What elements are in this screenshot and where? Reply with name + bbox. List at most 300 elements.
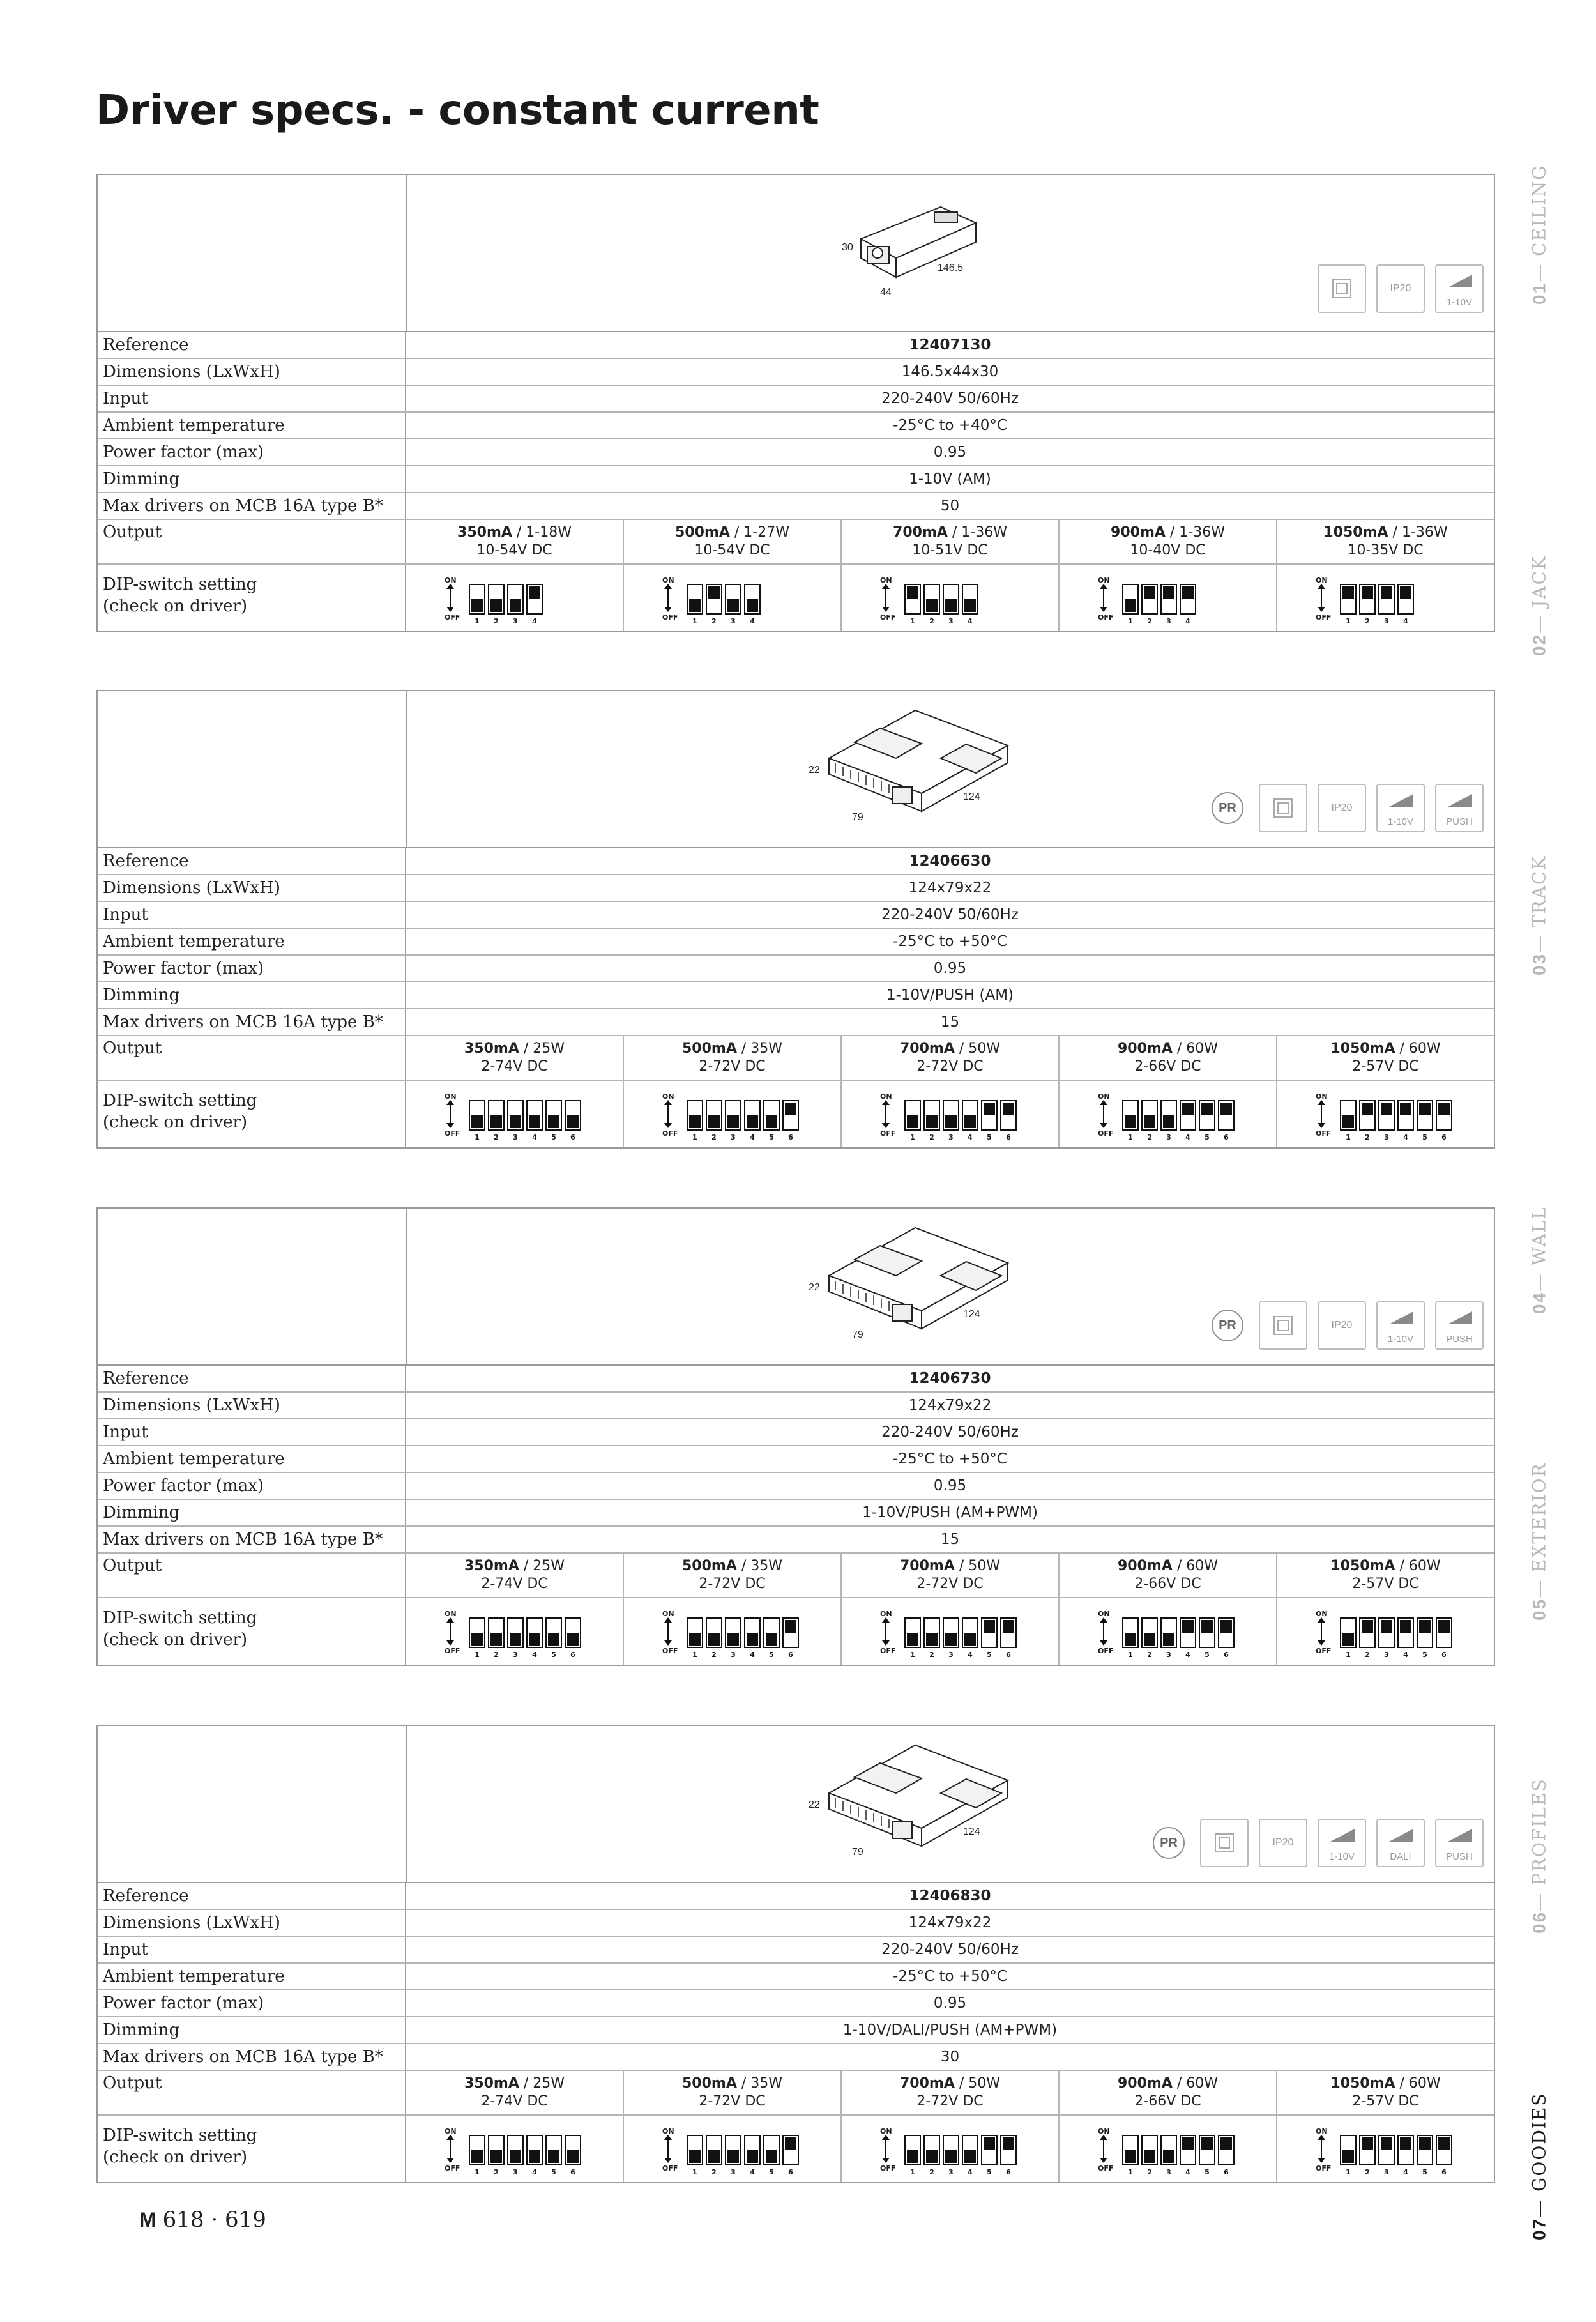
output-option [1277, 1036, 1494, 1080]
dip-switch-number: 5 [769, 1133, 774, 1142]
dip-switch-1 [469, 2135, 485, 2165]
spec-label: Input [98, 1419, 406, 1445]
dip-switch-number: 6 [570, 1133, 575, 1142]
dip-switch-number: 1 [910, 617, 915, 625]
dip-switch-4 [526, 2135, 543, 2165]
output-power: / 1-27W [729, 524, 789, 540]
dimming-badge [1376, 1301, 1425, 1350]
output-option [406, 520, 624, 563]
dimming-badge-label: 1-10V [1387, 1334, 1414, 1345]
side-nav-number: 04 [1529, 1291, 1549, 1314]
pr-badge: PR [1212, 1310, 1243, 1341]
dimension-height: 30 [842, 242, 853, 253]
dip-switch-number: 3 [513, 1651, 518, 1659]
dip-switch-setting [1060, 565, 1277, 631]
dimension-length: 124 [963, 1826, 980, 1837]
spec-label: Power factor (max) [98, 1990, 406, 2016]
spec-label: Ambient temperature [98, 413, 406, 438]
dip-switch-4 [526, 584, 543, 615]
spec-value: 0.95 [933, 960, 967, 977]
dip-on-label: ON [662, 1610, 674, 1618]
dip-switch-number: 6 [570, 2168, 575, 2176]
spec-label: Ambient temperature [98, 1964, 406, 1989]
dip-switch-2 [488, 2135, 505, 2165]
dip-switch-number: 1 [475, 617, 480, 625]
dip-switch-5 [763, 1100, 780, 1131]
dip-switch-5 [1417, 1100, 1433, 1131]
side-nav-label: — JACK [1528, 555, 1550, 634]
dip-switch-1 [687, 584, 703, 615]
ip-rating-badge [1376, 264, 1425, 313]
side-nav-label: — GOODIES [1528, 2092, 1550, 2218]
output-voltage: 2-72V DC [916, 1058, 984, 1074]
dip-on-label: ON [1316, 1092, 1328, 1101]
output-power: / 25W [519, 1041, 565, 1057]
dip-switch-3 [507, 584, 524, 615]
dip-switch-number: 6 [1006, 1133, 1011, 1142]
dip-switch-1 [1122, 1617, 1139, 1648]
dip-switch-number: 3 [1166, 2168, 1171, 2176]
dip-switch-number: 1 [475, 1651, 480, 1659]
up-down-arrow-icon [1321, 2137, 1322, 2160]
dip-switch-6 [1000, 1617, 1017, 1648]
spec-value: 1-10V/DALI/PUSH (AM+PWM) [842, 2022, 1058, 2038]
dip-switch-1 [687, 1617, 703, 1648]
dip-switch-3 [943, 2135, 959, 2165]
dip-label-line2: (check on driver) [103, 2148, 248, 2167]
dip-switch-2 [923, 2135, 940, 2165]
dip-on-label: ON [1316, 1610, 1328, 1618]
dimming-ramp-icon [1389, 1311, 1413, 1324]
spec-value: 12406730 [909, 1370, 991, 1387]
dip-switch-3 [943, 1100, 959, 1131]
output-current: 1050mA [1323, 524, 1388, 540]
dip-off-label: OFF [880, 613, 896, 622]
dip-switch-number: 2 [1147, 2168, 1152, 2176]
output-power: / 60W [1395, 1041, 1441, 1057]
dimming-badge-label: 1-10V [1446, 297, 1473, 308]
dip-switch-4 [1397, 1617, 1414, 1648]
dip-switch-number: 3 [948, 1133, 954, 1142]
dip-switch-number: 2 [929, 1133, 934, 1142]
dip-switch-setting [842, 1598, 1060, 1665]
side-nav-item[interactable] [1520, 96, 1558, 326]
dimming-ramp-icon [1389, 794, 1413, 807]
dip-switch-number: 2 [711, 1651, 717, 1659]
ip-rating-badge [1259, 1819, 1307, 1867]
dip-switch-number: 1 [692, 2168, 697, 2176]
dimming-badge [1376, 1819, 1425, 1867]
dip-switch-number: 3 [1384, 617, 1389, 625]
spec-value: -25°C to +40°C [893, 417, 1007, 434]
dip-off-label: OFF [445, 2164, 460, 2173]
output-current: 350mA [464, 1558, 519, 1574]
dip-switch-1 [687, 2135, 703, 2165]
spec-label: Dimming [98, 466, 406, 492]
side-nav-label: — TRACK [1528, 855, 1550, 953]
dip-switch-number: 5 [1205, 1133, 1210, 1142]
spec-row-ambient [98, 413, 1494, 439]
ip-rating-label: IP20 [1331, 1320, 1353, 1331]
dip-switch-setting [1060, 1081, 1277, 1147]
spec-row-dip-switch [98, 1598, 1494, 1665]
dip-switch-number: 3 [1166, 1133, 1171, 1142]
spec-row-power-factor [98, 1473, 1494, 1500]
spec-row-reference [98, 1366, 1494, 1393]
dip-switch-3 [507, 2135, 524, 2165]
output-power: / 25W [519, 2075, 565, 2091]
dip-switch-3 [1160, 1617, 1177, 1648]
side-nav-item[interactable] [1520, 2031, 1558, 2261]
dip-switch-3 [507, 1617, 524, 1648]
dip-switch-number: 4 [968, 2168, 973, 2176]
dip-switch-3 [1160, 584, 1177, 615]
side-nav-item[interactable] [1520, 1105, 1558, 1335]
dip-switch-3 [725, 2135, 741, 2165]
up-down-arrow-icon [667, 1620, 669, 1643]
spec-value: 12407130 [909, 337, 991, 353]
dip-switch-6 [782, 1100, 799, 1131]
up-down-arrow-icon [1103, 2137, 1104, 2160]
output-power: / 50W [954, 2075, 1001, 2091]
dip-switch-number: 3 [1384, 2168, 1389, 2176]
dip-label-line1: DIP-switch setting [103, 2126, 257, 2145]
spec-value: 12406830 [909, 1888, 991, 1904]
dip-switch-number: 4 [1403, 1133, 1408, 1142]
page-footer [139, 2207, 266, 2233]
dimming-badge [1318, 1819, 1366, 1867]
double-square-icon [1215, 1833, 1234, 1852]
dip-switch-2 [706, 1100, 722, 1131]
dip-switch-number: 1 [692, 617, 697, 625]
blank-label-cell [98, 175, 407, 331]
dip-switch-setting [406, 1598, 624, 1665]
dip-switch-setting [624, 1081, 842, 1147]
dip-switch-number: 2 [494, 617, 499, 625]
dip-switch-4 [526, 1617, 543, 1648]
dip-switch-number: 4 [1185, 2168, 1190, 2176]
dip-switch-setting [842, 2116, 1060, 2182]
spec-row-power-factor [98, 439, 1494, 466]
dip-switch-5 [981, 2135, 998, 2165]
dip-switch-3 [1378, 584, 1395, 615]
dip-switch-number: 5 [987, 2168, 992, 2176]
dip-switch-setting [406, 565, 624, 631]
dip-on-label: ON [445, 576, 457, 584]
dip-switch-2 [1141, 584, 1158, 615]
dip-switch-4 [1180, 2135, 1196, 2165]
dip-switch-number: 1 [1346, 1651, 1351, 1659]
side-nav-item[interactable] [1520, 767, 1558, 997]
spec-row-max-drivers [98, 1527, 1494, 1554]
up-down-arrow-icon [667, 586, 669, 609]
output-option [1060, 520, 1277, 563]
spec-row-ambient [98, 1446, 1494, 1473]
up-down-arrow-icon [667, 1103, 669, 1126]
class-ii-badge [1318, 264, 1366, 313]
dip-switch-5 [763, 1617, 780, 1648]
dip-off-label: OFF [880, 1129, 896, 1138]
dip-switch-1 [904, 584, 921, 615]
dip-switch-5 [1417, 1617, 1433, 1648]
output-voltage: 2-72V DC [916, 2093, 984, 2109]
dip-switch-3 [943, 584, 959, 615]
spec-row-dip-switch [98, 565, 1494, 631]
dip-switch-number: 4 [750, 2168, 755, 2176]
dip-on-label: ON [1098, 1610, 1110, 1618]
up-down-arrow-icon [1321, 1103, 1322, 1126]
dip-switch-number: 2 [929, 2168, 934, 2176]
dip-switch-3 [725, 1617, 741, 1648]
output-option [842, 1554, 1060, 1597]
dip-switch-1 [904, 2135, 921, 2165]
dip-switch-2 [488, 584, 505, 615]
dip-switch-number: 1 [1128, 617, 1133, 625]
dimming-ramp-icon [1448, 1829, 1472, 1842]
dip-switch-1 [1122, 584, 1139, 615]
output-current: 700mA [899, 1041, 955, 1057]
spec-row-input [98, 386, 1494, 413]
dip-switch-5 [1417, 2135, 1433, 2165]
dip-switch-2 [1359, 2135, 1376, 2165]
spec-value: 220-240V 50/60Hz [881, 390, 1019, 407]
spec-value: 50 [940, 498, 960, 514]
dip-switch-4 [1397, 1100, 1414, 1131]
dip-on-label: ON [445, 1610, 457, 1618]
dip-switch-number: 1 [475, 2168, 480, 2176]
spec-value: 15 [940, 1014, 960, 1030]
output-power: / 35W [736, 1558, 783, 1574]
output-power: / 1-36W [1388, 524, 1448, 540]
dip-switch-number: 6 [788, 2168, 793, 2176]
dip-off-label: OFF [662, 2164, 678, 2173]
dip-off-label: OFF [1098, 1129, 1114, 1138]
up-down-arrow-icon [885, 2137, 886, 2160]
up-down-arrow-icon [1103, 1103, 1104, 1126]
driver-picture-cell [407, 1726, 1494, 1882]
dip-on-label: ON [880, 1092, 892, 1101]
spec-row-dimming [98, 1500, 1494, 1527]
dip-switch-3 [1378, 1617, 1395, 1648]
dip-switch-number: 2 [711, 617, 717, 625]
dip-switch-6 [1218, 1100, 1235, 1131]
dip-switch-number: 4 [1185, 1133, 1190, 1142]
output-voltage: 2-72V DC [699, 2093, 766, 2109]
spec-label: Reference [98, 1366, 406, 1391]
dip-switch-setting [406, 1081, 624, 1147]
dimension-length: 124 [963, 1309, 980, 1320]
output-current: 500mA [681, 2075, 737, 2091]
spec-row-power-factor [98, 956, 1494, 982]
side-nav-label: — PROFILES [1528, 1778, 1550, 1911]
dip-switch-4 [962, 1100, 978, 1131]
dip-switch-6 [1000, 1100, 1017, 1131]
dip-on-label: ON [880, 576, 892, 584]
dip-switch-setting [842, 1081, 1060, 1147]
driver-outline [829, 1745, 1008, 1846]
side-nav-item[interactable] [1520, 1725, 1558, 1955]
spec-label: Reference [98, 332, 406, 358]
dip-switch-2 [488, 1617, 505, 1648]
dip-on-label: ON [662, 576, 674, 584]
dimming-badge [1435, 784, 1484, 832]
dip-switch-6 [565, 2135, 581, 2165]
dimension-width: 79 [852, 1329, 863, 1340]
dimming-badge-label: PUSH [1446, 1334, 1473, 1345]
side-nav-label: — WALL [1528, 1206, 1550, 1292]
output-option [406, 1036, 624, 1080]
spec-value: 1-10V (AM) [909, 471, 991, 487]
spec-label: Max drivers on MCB 16A type B* [98, 1527, 406, 1552]
pr-badge: PR [1212, 792, 1243, 824]
dip-switch-3 [1160, 2135, 1177, 2165]
output-power: / 35W [736, 1041, 783, 1057]
spec-label: Power factor (max) [98, 1473, 406, 1499]
dip-switch-number: 1 [692, 1133, 697, 1142]
spec-label [98, 565, 406, 631]
dip-switch-number: 3 [1384, 1133, 1389, 1142]
dip-switch-number: 1 [692, 1651, 697, 1659]
output-current: 500mA [681, 1558, 737, 1574]
side-nav-number: 02 [1529, 633, 1549, 656]
side-nav-item[interactable] [1520, 1412, 1558, 1642]
dip-switch-number: 2 [711, 2168, 717, 2176]
ip-rating-label: IP20 [1390, 283, 1411, 294]
certification-badges [1212, 784, 1484, 832]
output-voltage: 10-54V DC [694, 542, 770, 558]
dip-switch-number: 3 [731, 617, 736, 625]
spec-row-ambient [98, 929, 1494, 956]
dip-on-label: ON [445, 1092, 457, 1101]
dip-switch-number: 6 [1441, 1651, 1447, 1659]
up-down-arrow-icon [450, 1620, 451, 1643]
side-nav-number: 06 [1529, 1911, 1549, 1934]
dip-switch-number: 2 [1147, 617, 1152, 625]
spec-label: Ambient temperature [98, 929, 406, 954]
dip-off-label: OFF [445, 613, 460, 622]
dip-switch-number: 5 [1205, 1651, 1210, 1659]
dip-switch-1 [1340, 2135, 1357, 2165]
pr-badge: PR [1153, 1827, 1185, 1859]
up-down-arrow-icon [1103, 586, 1104, 609]
side-nav-label: — CEILING [1528, 164, 1550, 282]
spec-row-output [98, 520, 1494, 565]
dip-switch-4 [1180, 1617, 1196, 1648]
dip-switch-6 [1218, 2135, 1235, 2165]
dip-off-label: OFF [1316, 1129, 1332, 1138]
dip-label-line1: DIP-switch setting [103, 1091, 257, 1110]
dip-switch-number: 2 [1365, 1133, 1370, 1142]
spec-row-dimming [98, 982, 1494, 1009]
spec-value: 146.5x44x30 [901, 363, 999, 380]
dip-switch-2 [488, 1100, 505, 1131]
output-option [624, 520, 842, 563]
spec-label: Output [98, 1036, 406, 1080]
spec-label: Max drivers on MCB 16A type B* [98, 2044, 406, 2070]
dip-switch-4 [1180, 1100, 1196, 1131]
dip-switch-number: 2 [929, 1651, 934, 1659]
dip-switch-number: 1 [1346, 1133, 1351, 1142]
dimension-height: 22 [809, 765, 820, 775]
dip-switch-4 [744, 1617, 761, 1648]
dip-switch-number: 3 [513, 1133, 518, 1142]
spec-row-max-drivers [98, 1009, 1494, 1036]
dip-on-label: ON [1098, 576, 1110, 584]
output-power: / 60W [1395, 1558, 1441, 1574]
dip-off-label: OFF [1098, 613, 1114, 622]
dimming-ramp-icon [1330, 1829, 1355, 1842]
dip-switch-number: 3 [1166, 617, 1171, 625]
dip-switch-number: 2 [494, 2168, 499, 2176]
dip-switch-number: 3 [948, 1651, 954, 1659]
dip-on-label: ON [662, 2127, 674, 2135]
output-option [406, 1554, 624, 1597]
dip-switch-4 [1397, 2135, 1414, 2165]
class-ii-badge [1259, 1301, 1307, 1350]
dip-switch-setting [624, 2116, 842, 2182]
dip-switch-number: 6 [788, 1651, 793, 1659]
dip-switch-1 [1122, 2135, 1139, 2165]
output-current: 900mA [1111, 524, 1166, 540]
dip-switch-4 [1180, 584, 1196, 615]
ip-rating-badge [1318, 784, 1366, 832]
dip-switch-number: 5 [551, 1651, 556, 1659]
dip-switch-setting [1060, 1598, 1277, 1665]
dip-switch-1 [469, 584, 485, 615]
dip-switch-number: 2 [711, 1133, 717, 1142]
dip-switch-number: 4 [532, 617, 537, 625]
dip-switch-number: 1 [910, 1133, 915, 1142]
ip-rating-label: IP20 [1331, 802, 1353, 813]
page-title: Driver specs. - constant current [96, 87, 819, 134]
dip-switch-number: 3 [948, 2168, 954, 2176]
output-power: / 60W [1172, 1041, 1219, 1057]
spec-label: Dimensions (LxWxH) [98, 359, 406, 385]
dip-switch-setting [1277, 1081, 1494, 1147]
output-voltage: 10-51V DC [912, 542, 988, 558]
dip-switch-6 [1436, 1617, 1452, 1648]
output-power: / 50W [954, 1041, 1001, 1057]
dip-switch-number: 1 [1128, 2168, 1133, 2176]
spec-row-max-drivers [98, 493, 1494, 520]
dip-off-label: OFF [445, 1647, 460, 1655]
spec-label: Dimming [98, 1500, 406, 1525]
dimension-width: 79 [852, 812, 863, 823]
output-current: 900mA [1117, 2075, 1173, 2091]
dip-switch-number: 5 [1422, 1133, 1427, 1142]
dip-switch-5 [763, 2135, 780, 2165]
dip-switch-4 [1397, 584, 1414, 615]
spec-row-input [98, 1419, 1494, 1446]
driver-drawing [791, 698, 1021, 838]
dip-switch-number: 2 [1147, 1651, 1152, 1659]
double-square-icon [1273, 1316, 1293, 1335]
dimming-badge [1435, 1819, 1484, 1867]
output-voltage: 2-66V DC [1134, 2093, 1201, 2109]
dip-switch-number: 3 [731, 1133, 736, 1142]
output-voltage: 2-72V DC [699, 1058, 766, 1074]
spec-label: Dimming [98, 982, 406, 1008]
dip-switch-number: 4 [1185, 617, 1190, 625]
dip-switch-2 [1359, 1100, 1376, 1131]
spec-row-reference [98, 848, 1494, 875]
dip-switch-number: 1 [1128, 1133, 1133, 1142]
output-voltage: 2-57V DC [1352, 1058, 1419, 1074]
dip-label-line2: (check on driver) [103, 1630, 248, 1649]
side-nav-item[interactable] [1520, 447, 1558, 677]
output-voltage: 2-74V DC [481, 2093, 548, 2109]
dip-switch-number: 4 [532, 1651, 537, 1659]
